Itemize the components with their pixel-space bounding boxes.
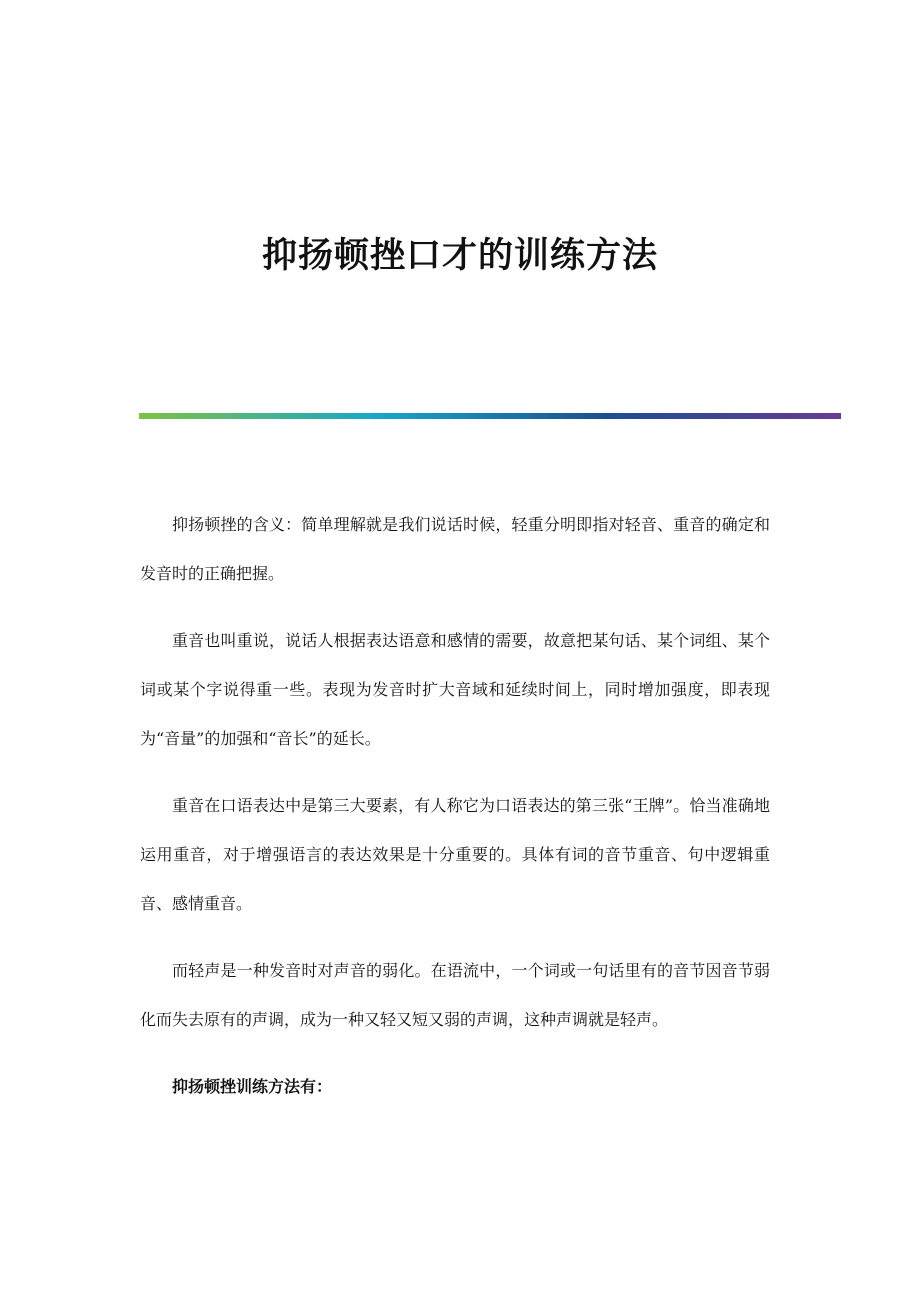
document-body: [140, 500, 770, 1129]
paragraph-definition: 抑扬顿挫的含义：简单理解就是我们说话时候，轻重分明即指对轻音、重音的确定和发音时的正确把握。: [140, 515, 770, 583]
paragraph-neutral-tone: 而轻声是一种发音时对声音的弱化。在语流中，一个词或一句话里有的音节因音节弱化而失去原有的声调，成为一种又轻又短又弱的声调，这种声调就是轻声。: [140, 961, 770, 1029]
document-title: 抑扬顿挫口才的训练方法: [261, 235, 658, 276]
paragraph-stress-importance: 重音在口语表达中是第三大要素，有人称它为口语表达的第三张“王牌”。恰当准确地运用重音，对于增强语言的表达效果是十分重要的。具体有词的音节重音、句中逻辑重音、感情重音。: [140, 796, 770, 913]
section-heading: 抑扬顿挫训练方法有：: [172, 1077, 333, 1096]
gradient-divider: [139, 413, 841, 419]
paragraph-stress: 重音也叫重说，说话人根据表达语意和感情的需要，故意把某句话、某个词组、某个词或某个字说得重一些。表现为发音时扩大音域和延续时间上，同时增加强度，即表现为“音量”的加强和“音长”的延长。: [140, 631, 770, 748]
